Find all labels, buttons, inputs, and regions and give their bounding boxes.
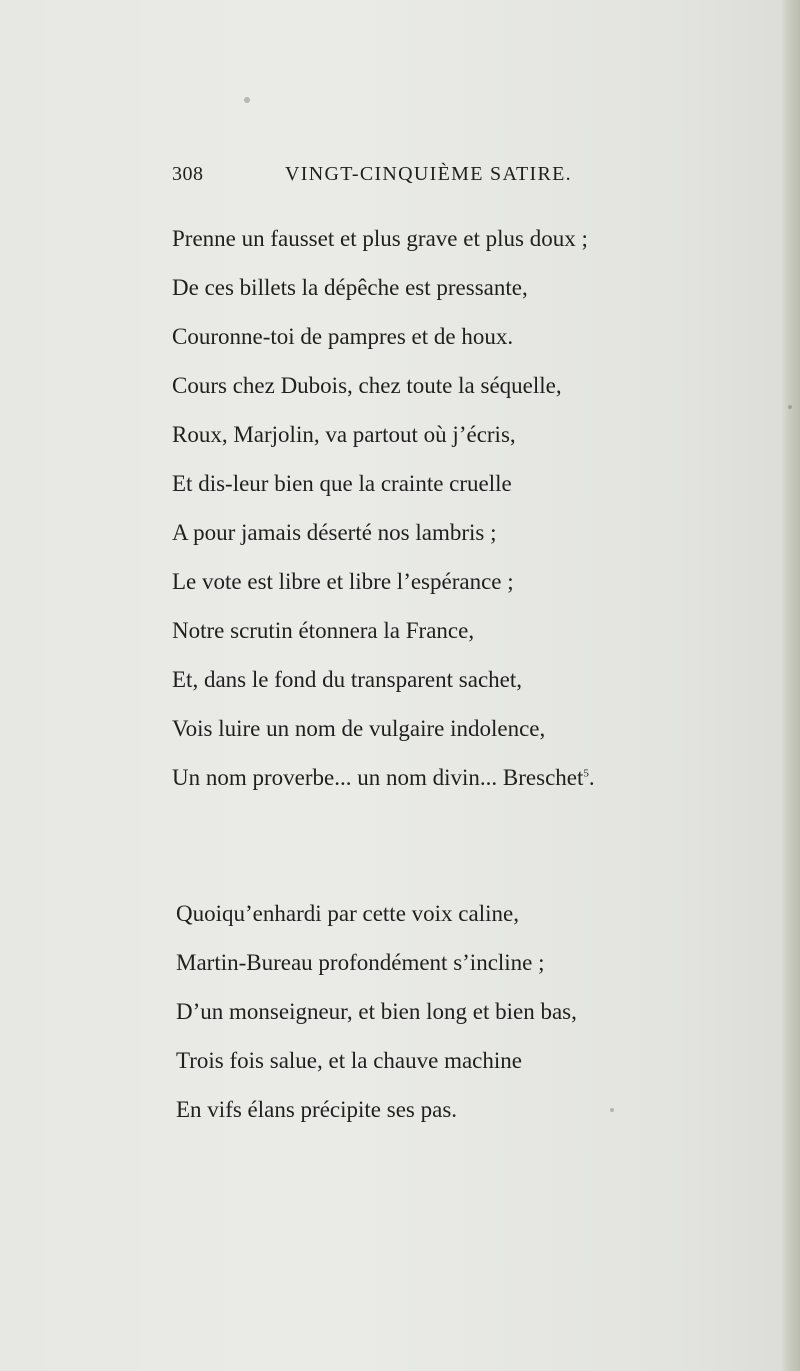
verse-line: Prenne un fausset et plus grave et plus doux ; — [172, 226, 588, 251]
paper-speck — [244, 97, 250, 103]
verse-line: Martin-Bureau profondément s’incline ; — [176, 950, 545, 975]
verse-line: Couronne-toi de pampres et de houx. — [172, 324, 514, 349]
verse-line: Quoiqu’enhardi par cette voix caline, — [176, 901, 519, 926]
page-header — [172, 163, 732, 193]
line-end-punctuation: . — [588, 765, 595, 790]
verse-line: Roux, Marjolin, va partout où j’écris, — [172, 422, 516, 447]
verse-line: Notre scrutin étonnera la France, — [172, 618, 475, 643]
verse-line-with-footnote — [172, 753, 712, 802]
paper-speck — [788, 405, 792, 409]
paper-speck — [610, 1108, 614, 1112]
page-edge-shadow — [782, 0, 800, 1371]
verse-line: Et, dans le fond du transparent sachet, — [172, 667, 522, 692]
running-title: VINGT-CINQUIÈME SATIRE. — [285, 163, 572, 185]
footnote-marker[interactable]: 5 — [583, 767, 589, 780]
verse-line: A pour jamais déserté nos lambris ; — [172, 520, 497, 545]
verse-line: Vois luire un nom de vulgaire indolence, — [172, 716, 546, 741]
verse-line: Cours chez Dubois, chez toute la séquelle, — [172, 373, 562, 398]
verse-line: Trois fois salue, et la chauve machine — [176, 1048, 522, 1073]
stanza-1 — [172, 214, 712, 802]
verse-line: De ces billets la dépêche est pressante, — [172, 275, 528, 300]
verse-text: Un nom proverbe... un nom divin... Breschet — [172, 765, 584, 790]
verse-line: Et dis-leur bien que la crainte cruelle — [172, 471, 512, 496]
verse-line: En vifs élans précipite ses pas. — [176, 1097, 458, 1122]
verse-line: D’un monseigneur, et bien long et bien bas, — [176, 999, 577, 1024]
stanza-2 — [176, 889, 716, 1134]
verse-line: Le vote est libre et libre l’espérance ; — [172, 569, 514, 594]
page-number: 308 — [172, 163, 204, 185]
